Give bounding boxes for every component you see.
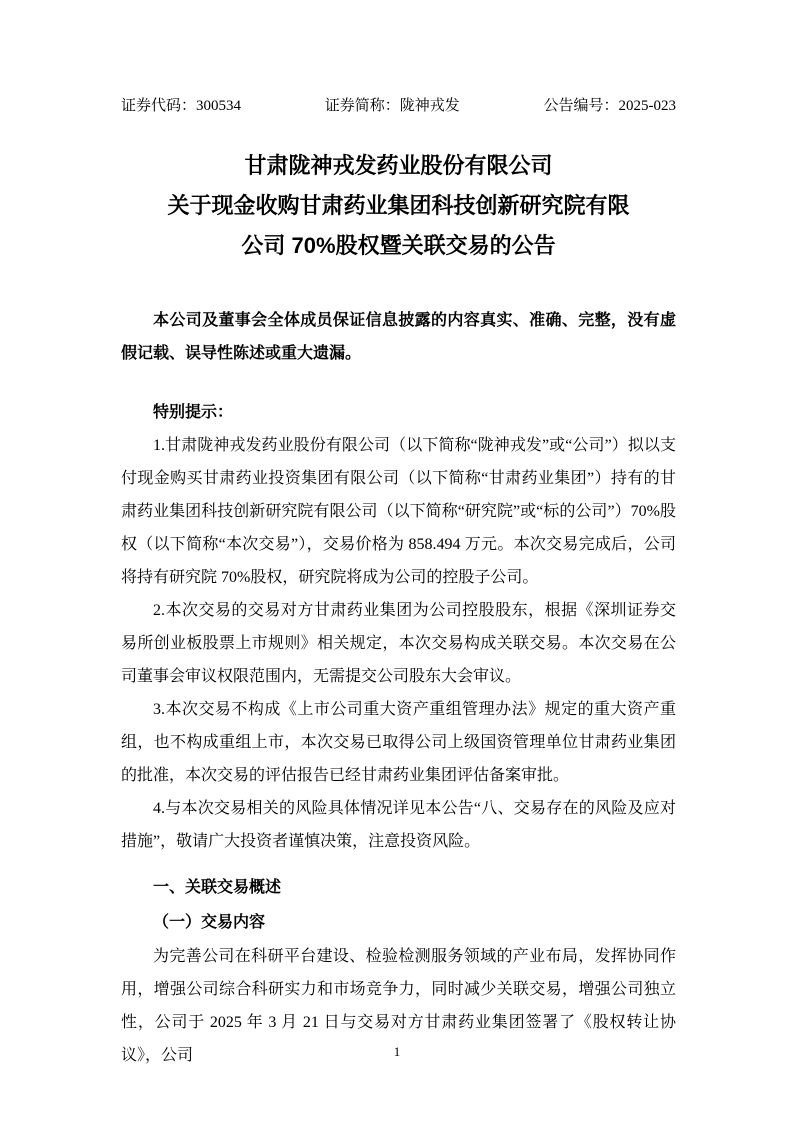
document-header — [121, 96, 676, 116]
special-notice-heading: 特别提示： — [153, 404, 234, 421]
special-notice-item-1: 1.甘肃陇神戎发药业股份有限公司（以下简称“陇神戎发”或“公司”）拟以支付现金购买甘肃药业投资集团有限公司（以下简称“甘肃药业集团”）持有的甘肃药业集团科技创新研究院有限公司（以下简称“研究院”或“标的公司”）70%股权（以下简称“本次交易”），交易价格为 858.494 万元。本次交易完成后，公司将持有研究院 70%股权，研究院将成为公司的控股子公司。 — [121, 437, 676, 586]
document-title-line-2: 关于现金收购甘肃药业集团科技创新研究院有限 — [167, 193, 630, 218]
special-notice-item-2: 2.本次交易的交易对方甘肃药业集团为公司控股股东，根据《深圳证券交易所创业板股票上市规则》相关规定，本次交易构成关联交易。本次交易在公司董事会审议权限范围内，无需提交公司股东大会审议。 — [121, 602, 676, 685]
stock-short-name: 证券简称：陇神戎发 — [324, 98, 460, 114]
disclosure-statement: 本公司及董事会全体成员保证信息披露的内容真实、准确、完整，没有虚假记载、误导性陈述或重大遗漏。 — [121, 312, 676, 362]
document-title-line-3: 公司 70%股权暨关联交易的公告 — [241, 233, 556, 258]
document-title — [121, 146, 676, 266]
section-body-paragraph: 为完善公司在科研平台建设、检验检测服务领域的产业布局，发挥协同作用，增强公司综合科研实力和市场竞争力，同时减少关联交易，增强公司独立性，公司于 2025 年 3 月 21 日与交易对方甘肃药业集团签署了《股权转让协议》，公司 — [121, 948, 676, 1064]
section-heading-related-transaction-overview: 一、关联交易概述 — [153, 879, 282, 896]
section-subheading-transaction-content: （一）交易内容 — [153, 914, 266, 931]
announcement-number: 公告编号：2025-023 — [543, 98, 676, 114]
special-notice-item-4: 4.与本次交易相关的风险具体情况详见本公告“八、交易存在的风险及应对措施”，敬请广大投资者谨慎决策，注意投资风险。 — [121, 800, 676, 850]
document-title-line-1: 甘肃陇神戎发药业股份有限公司 — [244, 153, 553, 178]
stock-code: 证券代码：300534 — [121, 98, 242, 114]
page-number: 1 — [393, 1044, 401, 1059]
special-notice-item-3: 3.本次交易不构成《上市公司重大资产重组管理办法》规定的重大资产重组，也不构成重组上市，本次交易已取得公司上级国资管理单位甘肃药业集团的批准，本次交易的评估报告已经甘肃药业集团评估备案审批。 — [121, 701, 676, 784]
